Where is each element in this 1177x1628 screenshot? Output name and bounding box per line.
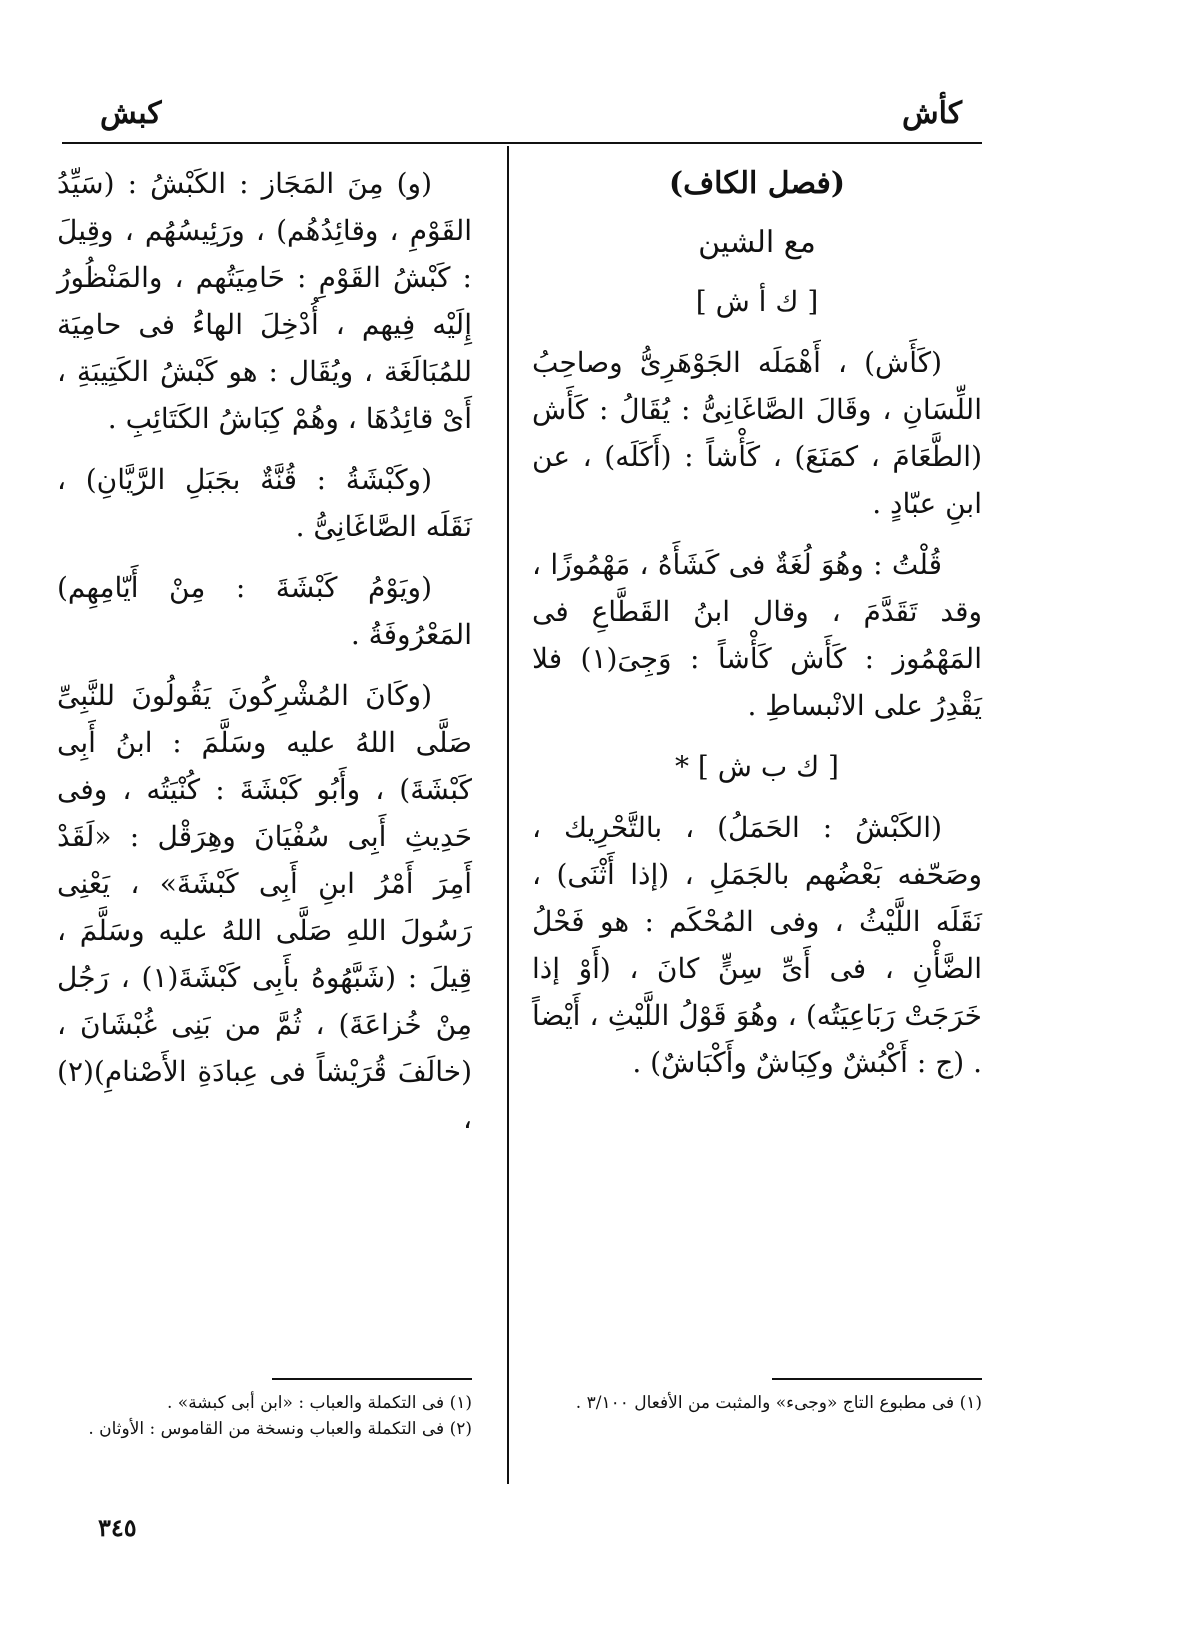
footnote: (٢) فى التكملة والعباب ونسخة من القاموس : الأوثان . <box>88 1419 472 1439</box>
footnote-rule-right <box>772 1378 982 1380</box>
footnotes-left <box>57 1390 472 1442</box>
running-head-left: كبش <box>100 96 162 131</box>
entry-paragraph: (الكَبْشُ : الحَمَلُ) ، بالتَّحْرِيك ، وصَحّفه بَعْضُهم بالجَمَلِ ، (إذا أَثْنَى) ، نَقَلَه اللَّيْثُ ، وفى المُحْكَم : هو فَحْلُ الضَّأْنِ ، فى أَىِّ سِنٍّ كانَ ، (أَوْ إذا خَرَجَتْ رَبَاعِيَتُه) ، وهُوَ قَوْلُ اللَّيْثِ ، أَيْضاً . (ج : أَكْبُشٌ وكِبَاشٌ وأَكْبَاشٌ) . <box>532 811 982 1079</box>
footnote: (١) فى مطبوع التاج «وجىء» والمثبت من الأفعال ٣/١٠٠ . <box>575 1393 982 1413</box>
footnotes-right <box>532 1390 982 1416</box>
header-rule <box>62 142 982 144</box>
right-column <box>532 160 982 1100</box>
entry-paragraph: (وكَانَ المُشْرِكُونَ يَقُولُونَ للنَّبِىِّ صَلَّى اللهُ عليه وسَلَّمَ : ابنُ أَبِى كَبْشَةَ) ، وأَبُو كَبْشَةَ : كُنْيَتُه ، وفى حَدِيثِ أَبِى سُفْيَانَ وهِرَقْل : «لَقَدْ أَمِرَ أَمْرُ ابنِ أَبِى كَبْشَةَ» ، يَعْنِى رَسُولَ اللهِ صَلَّى اللهُ عليه وسَلَّمَ ، قِيلَ : (شَبَّهُوهُ بأَبِى كَبْشَةَ(١) ، رَجُل مِنْ خُزاعَةَ) ، ثُمَّ من بَنِى غُبْشَانَ ، (خالَفَ قُرَيْشاً فى عِبادَةِ الأَصْنامِ)(٢) ، <box>57 679 472 1135</box>
running-head-right: كأش <box>901 96 962 131</box>
root-heading-kash: [ ك أ ش ] <box>695 285 819 318</box>
footnote: (١) فى التكملة والعباب : «ابن أبى كبشة» . <box>166 1393 472 1413</box>
section-subtitle: مع الشين <box>698 225 816 260</box>
section-title: (فصل الكاف) <box>668 166 846 201</box>
root-heading-kabsh: [ ك ب ش ] * <box>675 750 839 783</box>
entry-paragraph: (كَأَش) ، أَهْمَلَه الجَوْهَرِىُّ وصاحِبُ اللِّسَانِ ، وقَالَ الصَّاغَانِىُّ : يُقَالُ : كَأَش (الطَّعَامَ ، كمَنَعَ) ، كَأْشاً : (أَكَلَه) ، عن ابنِ عبّادٍ . <box>532 346 982 520</box>
entry-paragraph: (و) مِنَ المَجَاز : الكَبْشُ : (سَيِّدُ القَوْمِ ، وقائِدُهُم) ، ورَئِيسُهُم ، وقِيلَ : كَبْشُ القَوْمِ : حَامِيَتُهم ، والمَنْظُورُ إِلَيْه فِيهم ، أُدْخِلَ الهاءُ فى حامِيَة للمُبَالَغَة ، ويُقَال : هو كَبْشُ الكَتِيبَةِ ، أَىْ قائِدُهَا ، وهُمْ كِبَاشُ الكَتَائِبِ . <box>57 167 472 435</box>
footnote-rule-left <box>272 1378 472 1380</box>
left-column <box>57 160 472 1156</box>
column-divider <box>507 146 509 1484</box>
entry-paragraph: قُلْتُ : وهُوَ لُغَةٌ فى كَشَأَهُ ، مَهْمُوزًا ، وقد تَقَدَّمَ ، وقال ابنُ القَطَّاعِ فى المَهْمُوز : كَأَش كَأْشاً : وَجِىَ(١) فلا يَقْدِرُ على الانْبساطِ . <box>532 548 982 722</box>
entry-paragraph: (ويَوْمُ كَبْشَةَ : مِنْ أَيّامِهِم) المَعْرُوفَةُ . <box>57 571 472 651</box>
page-number: ٣٤٥ <box>98 1513 137 1542</box>
entry-paragraph: (وكَبْشَةُ : قُنَّةٌ بجَبَلِ الرَّيَّانِ) ، نَقَلَه الصَّاغَانِىُّ . <box>57 463 472 543</box>
